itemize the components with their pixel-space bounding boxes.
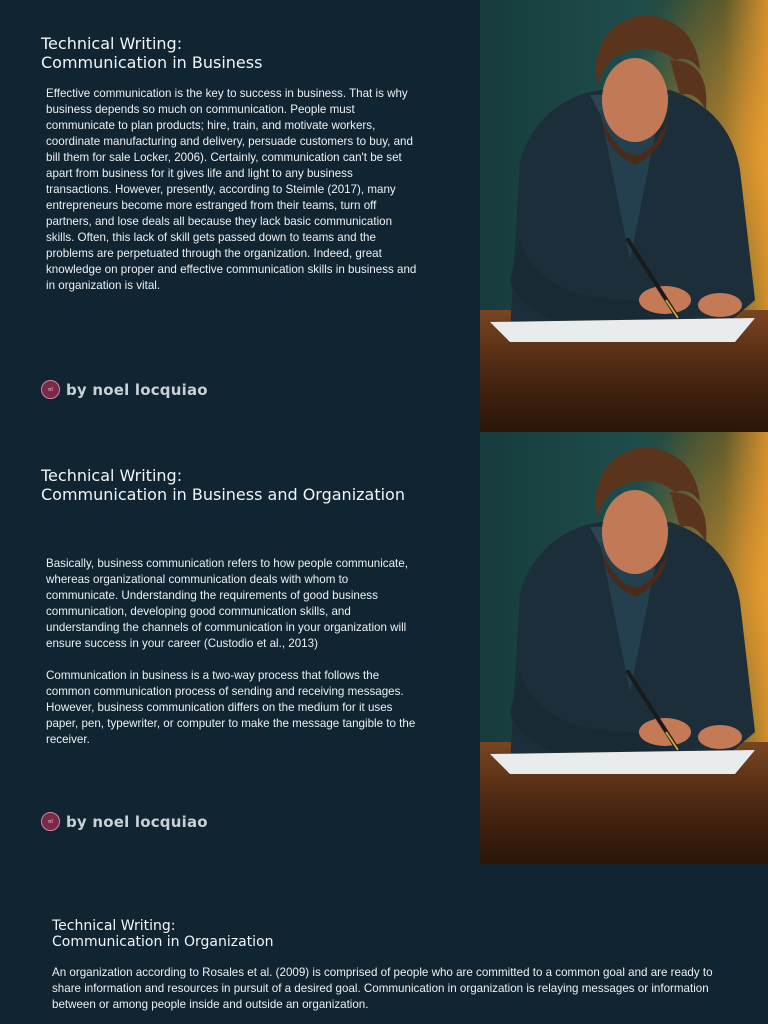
man-writing-illustration (480, 0, 768, 432)
author-name: by noel locquiao (66, 380, 208, 399)
slide-title (41, 34, 262, 72)
slide-title-line2: Communication in Business and Organization (41, 485, 405, 504)
author-byline (41, 380, 208, 399)
slide-body (52, 965, 732, 1013)
slide-communication-in-business-and-organization (0, 432, 768, 864)
man-writing-photo (480, 432, 768, 864)
paragraph: Basically, business communication refers to how people communicate, whereas organizational communication deals with whom to communicate. Understanding the requirements of good business communication, developing good communication skills, and understanding the channels of communication in your organization will ensure success in your career (Custodio et al., 2013) (46, 557, 408, 650)
slide-title-line1: Technical Writing: (41, 466, 183, 485)
paragraph: Communication in business is a two-way process that follows the common communication process of sending and receiving messages. However, business communication differs on the medium for it uses paper, pen, typewriter, or computer to make the message tangible to the receiver. (46, 669, 416, 746)
author-name: by noel locquiao (66, 812, 208, 831)
slide-title (52, 918, 274, 950)
avatar: nl (41, 812, 60, 831)
author-byline (41, 812, 208, 831)
slide-title-line2: Communication in Business (41, 53, 263, 72)
slide-title (41, 466, 405, 504)
slide-title-line1: Technical Writing: (52, 918, 176, 934)
slide-title-line2: Communication in Organization (52, 934, 274, 950)
avatar: nl (41, 380, 60, 399)
slide-communication-in-organization (0, 864, 768, 1024)
slide-communication-in-business (0, 0, 768, 432)
slide-body (46, 556, 418, 748)
man-writing-photo (480, 0, 768, 432)
paragraph: An organization according to Rosales et al. (2009) is comprised of people who are committed to a common goal and are ready to share information and resources in pursuit of a desired goal. Communication in organization is relaying messages or information between or among people inside and outside an organization. (52, 966, 713, 1011)
man-writing-illustration (480, 432, 768, 864)
slide-body (46, 86, 418, 294)
slide-title-line1: Technical Writing: (41, 34, 183, 53)
paragraph: Effective communication is the key to success in business. That is why business depends so much on communication. People must communicate to plan products; hire, train, and motivate workers, coordinate manufacturing and delivery, persuade customers to buy, and bill them for sale Locker, 2006). Certainly, communication can't be set apart from business for it gives life and light to any business transactions. However, presently, according to Steimle (2017), many entrepreneurs become more estranged from their teams, turn off partners, and lose deals all because they lack basic communication skills. Often, this lack of skill gets passed down to teams and the problems are perpetuated through the organization. Indeed, great knowledge on proper and effective communication skills in business and in organization is vital. (46, 87, 417, 292)
